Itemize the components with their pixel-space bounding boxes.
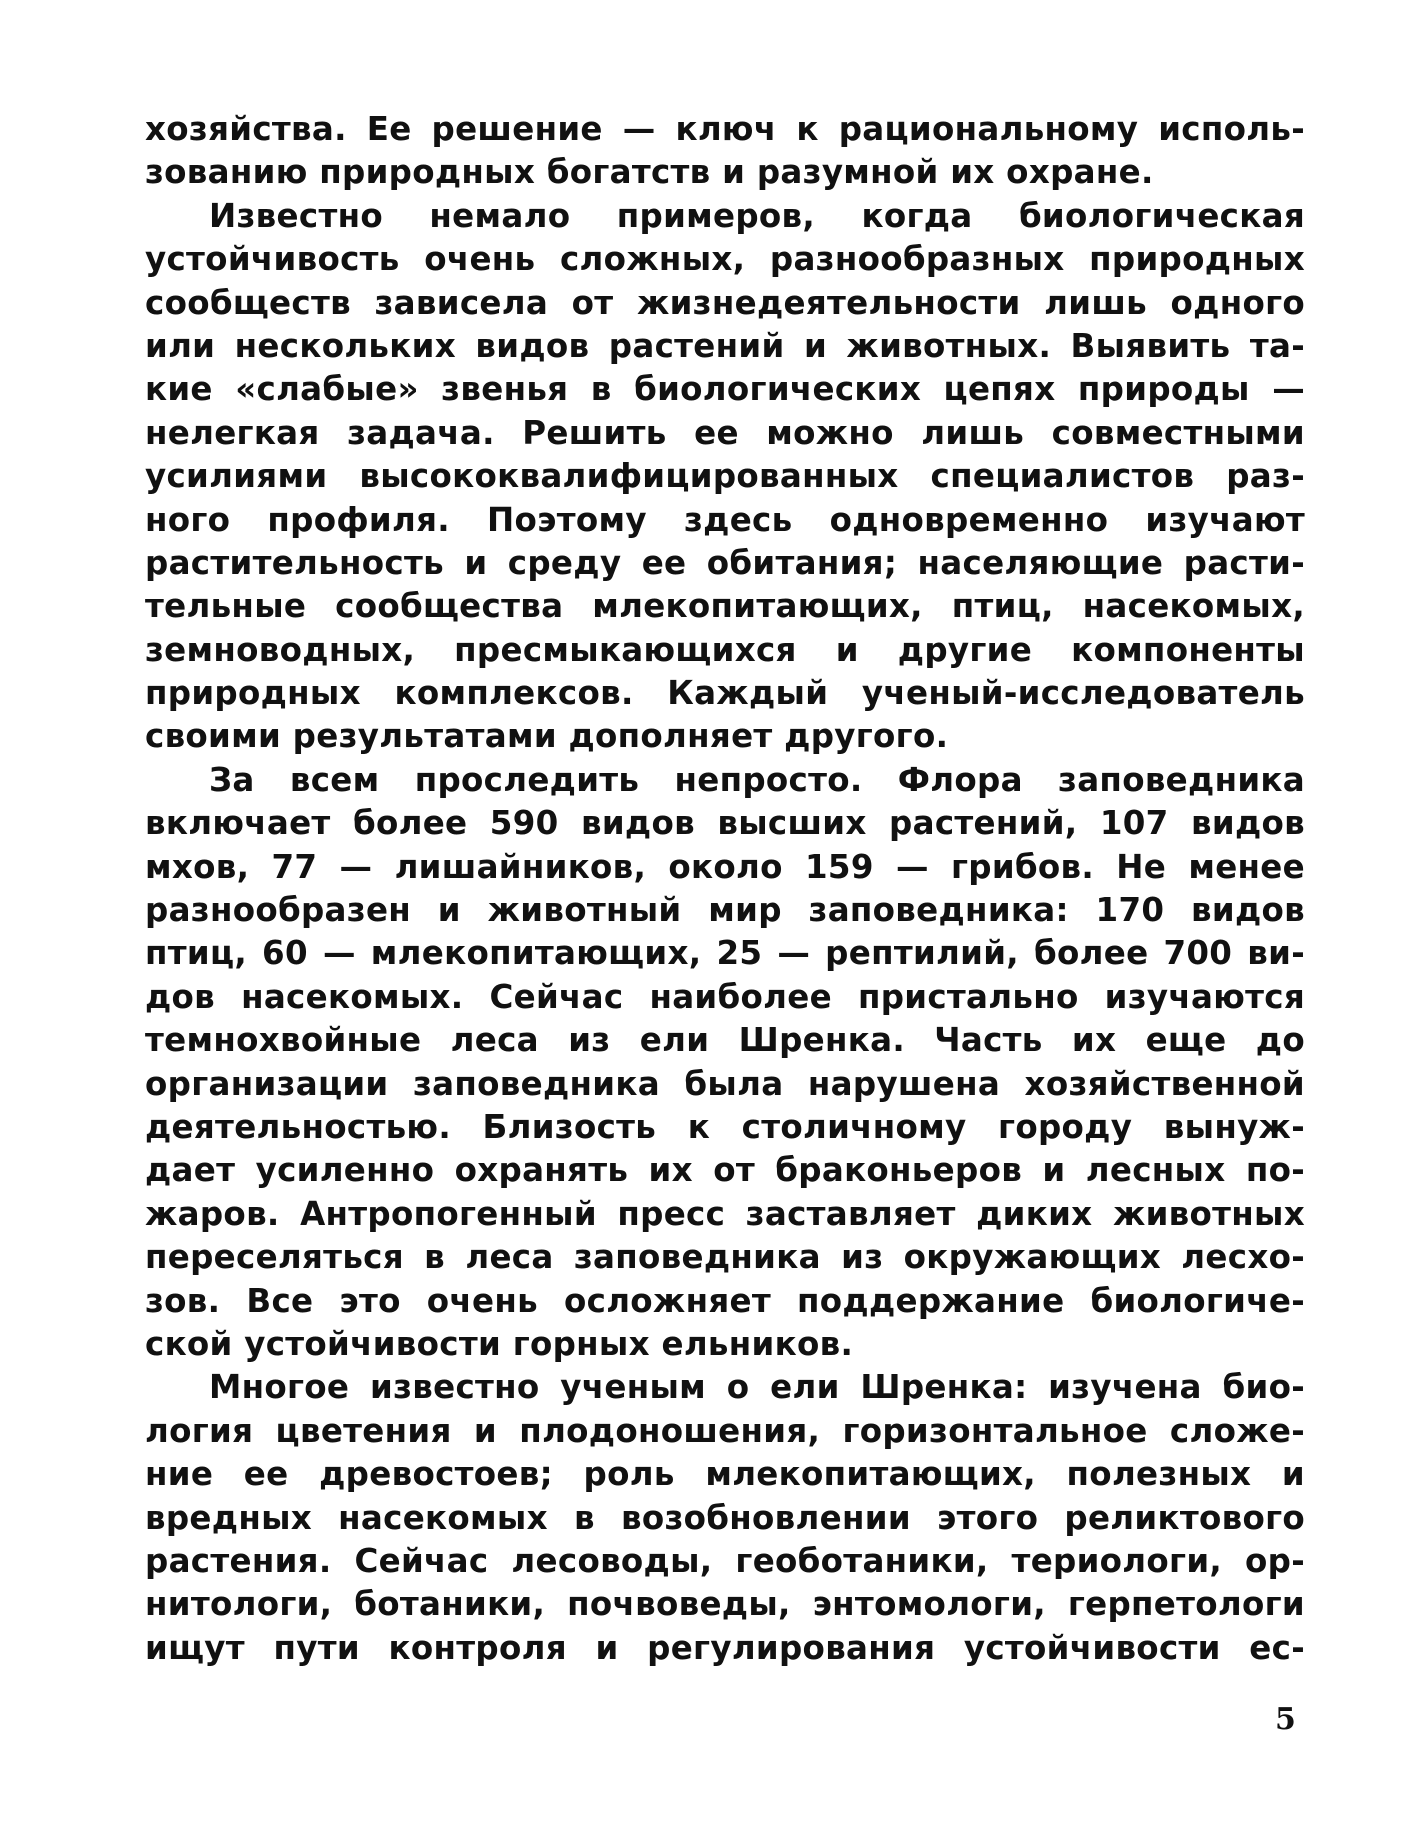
text-line: сообществ зависела от жизнедеятельности лишь одного	[145, 283, 1305, 322]
body-text	[145, 108, 1305, 1670]
text-line: хозяйства. Ее решение — ключ к рациональному исполь-	[145, 110, 1305, 148]
text-line: разнообразен и животный мир заповедника: 170 видов	[145, 891, 1305, 930]
text-line: дов насекомых. Сейчас наиболее пристально изучаются	[145, 977, 1305, 1016]
text-line: ние ее древостоев; роль млекопитающих, полезных и	[145, 1455, 1305, 1494]
text-line: птиц, 60 — млекопитающих, 25 — рептилий, более 700 ви-	[145, 934, 1305, 973]
text-line: жаров. Антропогенный пресс заставляет диких животных	[145, 1194, 1305, 1233]
text-line: За всем проследить непросто. Флора заповедника	[209, 760, 1305, 799]
text-line: тельные сообщества млекопитающих, птиц, насекомых,	[145, 587, 1305, 626]
text-line: ищут пути контроля и регулирования устойчивости ес-	[145, 1628, 1305, 1667]
text-line: Известно немало примеров, когда биологическая	[209, 196, 1305, 235]
text-line: земноводных, пресмыкающихся и другие компоненты	[145, 630, 1305, 669]
text-line: или нескольких видов растений и животных. Выявить та-	[145, 326, 1305, 365]
text-line: Многое известно ученым о ели Шренка: изучена био-	[209, 1368, 1305, 1407]
text-line: растения. Сейчас лесоводы, геоботаники, териологи, ор-	[145, 1541, 1305, 1580]
text-line: устойчивость очень сложных, разнообразных природных	[145, 240, 1305, 279]
text-line: ного профиля. Поэтому здесь одновременно изучают	[145, 500, 1305, 539]
text-line: усилиями высококвалифицированных специалистов раз-	[145, 457, 1305, 496]
text-line: зов. Все это очень осложняет поддержание биологиче-	[145, 1281, 1305, 1320]
text-line: мхов, 77 — лишайников, около 159 — грибов. Не менее	[145, 847, 1305, 886]
text-line: деятельностью. Близость к столичному городу вынуж-	[145, 1107, 1305, 1146]
text-line: зованию природных богатств и разумной их охране.	[145, 153, 1154, 192]
text-line: природных комплексов. Каждый ученый-исследователь	[145, 674, 1305, 713]
text-line: ской устойчивости горных ельников.	[145, 1324, 854, 1363]
text-line: включает более 590 видов высших растений, 107 видов	[145, 804, 1305, 843]
page-number: 5	[1275, 1702, 1296, 1737]
text-line: организации заповедника была нарушена хозяйственной	[145, 1064, 1305, 1103]
text-line: темнохвойные леса из ели Шренка. Часть их еще до	[145, 1021, 1305, 1060]
text-line: переселяться в леса заповедника из окружающих лесхо-	[145, 1238, 1305, 1277]
text-line: нитологи, ботаники, почвоведы, энтомологи, герпетологи	[145, 1585, 1305, 1624]
text-line: нелегкая задача. Решить ее можно лишь совместными	[145, 413, 1305, 452]
text-line: логия цветения и плодоношения, горизонтальное сложе-	[145, 1411, 1305, 1450]
text-line: своими результатами дополняет другого.	[145, 717, 949, 756]
text-line: дает усиленно охранять их от браконьеров и лесных по-	[145, 1151, 1305, 1190]
text-line: вредных насекомых в возобновлении этого реликтового	[145, 1498, 1305, 1537]
text-line: растительность и среду ее обитания; населяющие расти-	[145, 543, 1305, 582]
text-line: кие «слабые» звенья в биологических цепях природы —	[145, 370, 1305, 409]
